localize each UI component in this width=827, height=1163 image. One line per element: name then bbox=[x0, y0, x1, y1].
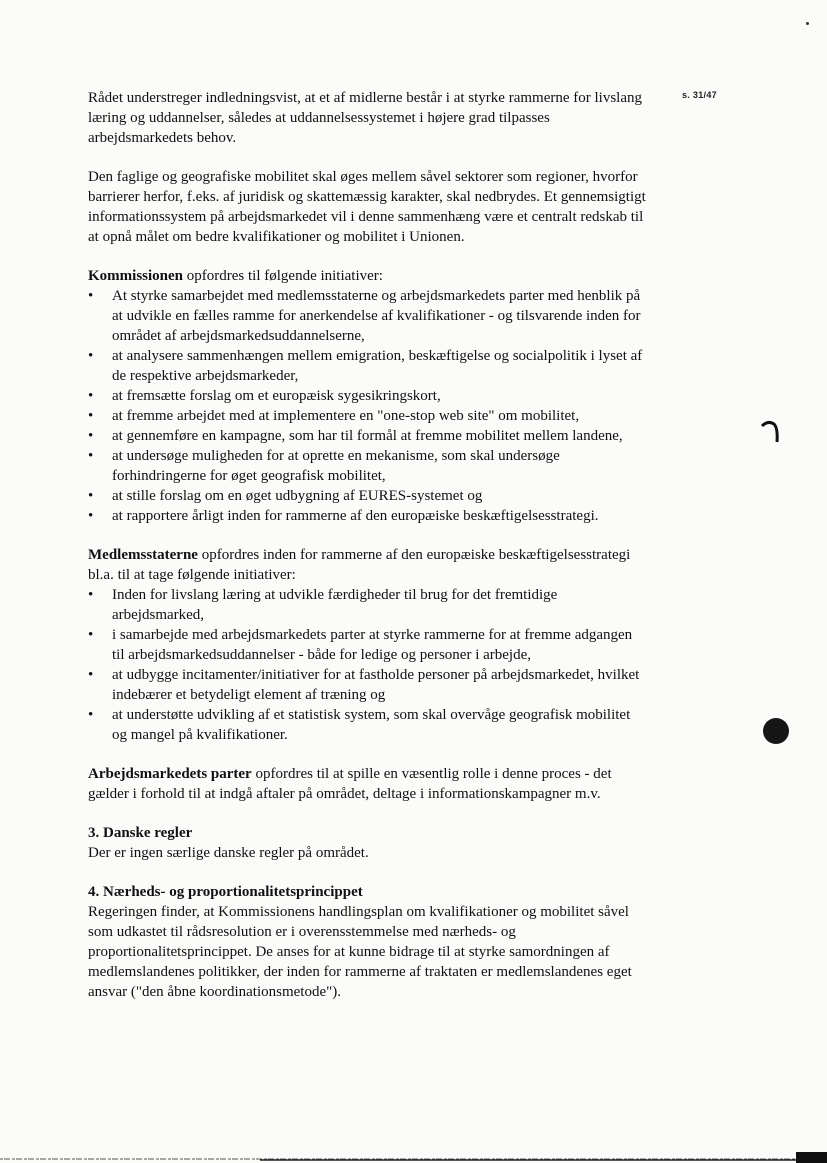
section-4-heading: 4. Nærheds- og proportionalitetsprincippet bbox=[88, 884, 363, 900]
list-item: • at gennemføre en kampagne, som har til formål at fremme mobilitet mellem landene, bbox=[88, 426, 648, 446]
section-4-body: Regeringen finder, at Kommissionens handlingsplan om kvalifikationer og mobilitet såvel som udkastet til rådsresolution er i overensstemmelse med nærheds- og proportionalitetsprincippet. De anses for at kunne bidrage til at styrke samordningen af medlemslandenes politikker, der inden for rammerne af traktaten er medlemslandenes eget ansvar ("den åbne koordinationsmetode"). bbox=[88, 904, 632, 1000]
list-item: • at analysere sammenhængen mellem emigration, beskæftigelse og socialpolitik i lyset af de respektive arbejdsmarkeder, bbox=[88, 346, 648, 386]
list-item: • at fremsætte forslag om et europæisk sygesikringskort, bbox=[88, 386, 648, 406]
member-states-lead: Medlemsstaterne bbox=[88, 547, 198, 563]
scan-bottom-edge bbox=[0, 1152, 827, 1163]
list-item: • at understøtte udvikling af et statistisk system, som skal overvåge geografisk mobilitet og mangel på kvalifikationer. bbox=[88, 705, 648, 745]
list-item: • i samarbejde med arbejdsmarkedets parter at styrke rammerne for at fremme adgangen til arbejdsmarkedsuddannelser - både for ledige og personer i arbejde, bbox=[88, 625, 648, 665]
social-partners-lead: Arbejdsmarkedets parter bbox=[88, 766, 252, 782]
member-states-intro-text: opfordres inden for rammerne af den europæiske beskæftigelsesstrategi bl.a. til at tage følgende initiativer: bbox=[88, 547, 631, 583]
section-3-heading: 3. Danske regler bbox=[88, 825, 193, 841]
list-item: • at stille forslag om en øget udbygning af EURES-systemet og bbox=[88, 486, 648, 506]
social-partners-paragraph bbox=[88, 764, 648, 804]
list-item: • Inden for livslang læring at udvikle færdigheder til brug for det fremtidige arbejdsmarked, bbox=[88, 585, 648, 625]
list-item: • at udbygge incitamenter/initiativer for at fastholde personer på arbejdsmarkedet, hvilket indebærer et betydeligt element af træning og bbox=[88, 665, 648, 705]
document-body bbox=[88, 88, 648, 1002]
scan-mark-hook bbox=[760, 420, 780, 444]
list-item: • at rapportere årligt inden for rammerne af den europæiske beskæftigelsesstrategi. bbox=[88, 506, 648, 526]
punch-hole bbox=[763, 718, 789, 744]
section-3-body: Der er ingen særlige danske regler på området. bbox=[88, 845, 369, 861]
scan-speck bbox=[806, 22, 809, 25]
intro-paragraph: Rådet understreger indledningsvist, at et af midlerne består i at styrke rammerne for livslang læring og uddannelser, således at uddannelsessystemet i højere grad tilpasses arbejdsmarkedets behov. bbox=[88, 90, 642, 146]
social-partners-text: opfordres til at spille en væsentlig rolle i denne proces - det gælder i forhold til at indgå aftaler på området, deltage i informationskampagner m.v. bbox=[88, 766, 612, 802]
page-number: s. 31/47 bbox=[682, 90, 717, 100]
mobility-paragraph: Den faglige og geografiske mobilitet skal øges mellem såvel sektorer som regioner, hvorfor barrierer herfor, f.eks. af juridisk og skattemæssig karakter, skal nedbrydes. Et gennemsigtigt informationssystem på arbejdsmarkedet vil i denne sammenhæng være et centralt redskab til at opnå målet om bedre kvalifikationer og mobilitet i Unionen. bbox=[88, 169, 646, 245]
member-states-initiatives-list bbox=[88, 585, 648, 745]
commission-intro bbox=[88, 266, 648, 286]
commission-intro-text: opfordres til følgende initiativer: bbox=[183, 268, 383, 284]
list-item: • at undersøge muligheden for at oprette en mekanisme, som skal undersøge forhindringerne for øget geografisk mobilitet, bbox=[88, 446, 648, 486]
list-item: • at fremme arbejdet med at implementere en "one-stop web site" om mobilitet, bbox=[88, 406, 648, 426]
commission-lead: Kommissionen bbox=[88, 268, 184, 284]
list-item: • At styrke samarbejdet med medlemsstaterne og arbejdsmarkedets parter med henblik på at udvikle en fælles ramme for anerkendelse af kvalifikationer - og tilsvarende inden for området af arbejdsmarkedsuddannelserne, bbox=[88, 286, 648, 346]
commission-initiatives-list bbox=[88, 286, 648, 526]
member-states-intro bbox=[88, 545, 648, 585]
